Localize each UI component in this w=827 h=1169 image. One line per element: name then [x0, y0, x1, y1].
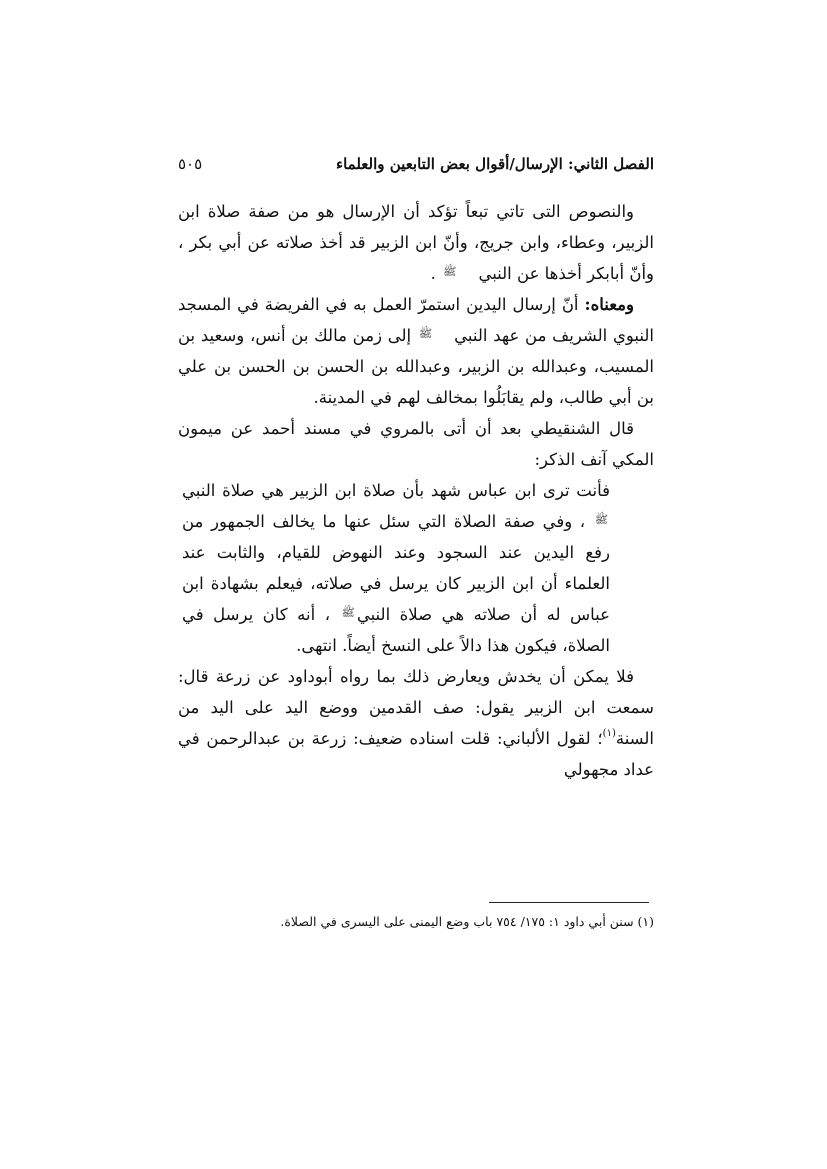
paragraph-2-text-a: أنّ إرسال اليدين استمرّ العمل به في الفريضة في المسجد النبوي الشريف من عهد النبي: [178, 295, 654, 345]
quote-text-c: ، أنه كان يرسل في الصلاة، فيكون هذا دالاً على النسخ أيضاً. انتهى.: [182, 605, 610, 655]
page-number: ٥٠٥: [178, 155, 203, 173]
salawat-icon: ﷺ: [443, 265, 457, 278]
salawat-icon: ﷺ: [341, 606, 355, 619]
paragraph-2: [178, 289, 654, 413]
salawat-icon: ﷺ: [418, 327, 433, 340]
footnote: [178, 912, 654, 932]
paragraph-4-text-b: ؛ لقول الألباني: قلت اسناده ضعيف: زرعة بن عبدالرحمن في عداد مجهولي: [178, 729, 654, 779]
paragraph-1: [178, 196, 654, 289]
footnote-text: (١) سنن أبي داود ١: ١٧٥/ ٧٥٤ باب وضع اليمنى على اليسرى في الصلاة.: [280, 914, 654, 929]
paragraph-4: [178, 661, 654, 785]
quote-text-a: فأنت ترى ابن عباس شهد بأن صلاة ابن الزبير هي صلاة النبي: [182, 481, 610, 500]
paragraph-1-text-b: .: [430, 264, 442, 283]
paragraph-2-lead: ومعناه:: [584, 295, 634, 314]
chapter-title: الفصل الثاني: الإرسال/أقوال بعض التابعين والعلماء: [336, 155, 654, 173]
quote-text-b: ، وفي صفة الصلاة التي سئل عنها ما يخالف الجمهور من رفع اليدين عند السجود وعند النهوض للقيام، والثابت عند العلماء أن ابن الزبير كان يرسل في صلاته، فيعلم بشهادة ابن عباس له أن صلاته هي صلاة النبي: [182, 512, 610, 624]
paragraph-3: [178, 413, 654, 475]
block-quote: [178, 475, 654, 661]
paragraph-1-text-a: والنصوص التى تاتي تبعاً تؤكد أن الإرسال هو من صفة صلاة ابن الزبير، وعطاء، وابن جريج، وأنّ ابن الزبير قد أخذ صلاته عن أبي بكر ، وأنّ أبابكر أخذها عن النبي: [178, 202, 654, 283]
salawat-icon: ﷺ: [594, 513, 608, 526]
footnote-reference[interactable]: (١): [602, 728, 616, 739]
running-header: [178, 155, 654, 183]
main-text: [178, 196, 654, 785]
paragraph-4-text-a: فلا يمكن أن يخدش ويعارض ذلك بما رواه أبوداود عن زرعة قال: سمعت ابن الزبير يقول: صف القدمين ووضع اليد على اليد من السنة: [178, 667, 654, 748]
paragraph-2-text-b: إلى زمن مالك بن أنس، وسعيد بن المسيب، وعبدالله بن الزبير، وعبدالله بن الحسن بن الحسن بن علي بن أبي طالب، ولم يقابَلُوا بمخالف لهم في المدينة.: [178, 326, 654, 407]
footnote-divider: [489, 902, 649, 903]
paragraph-3-text: قال الشنقيطي بعد أن أتى بالمروي في مسند أحمد عن ميمون المكي آنف الذكر:: [178, 419, 654, 469]
